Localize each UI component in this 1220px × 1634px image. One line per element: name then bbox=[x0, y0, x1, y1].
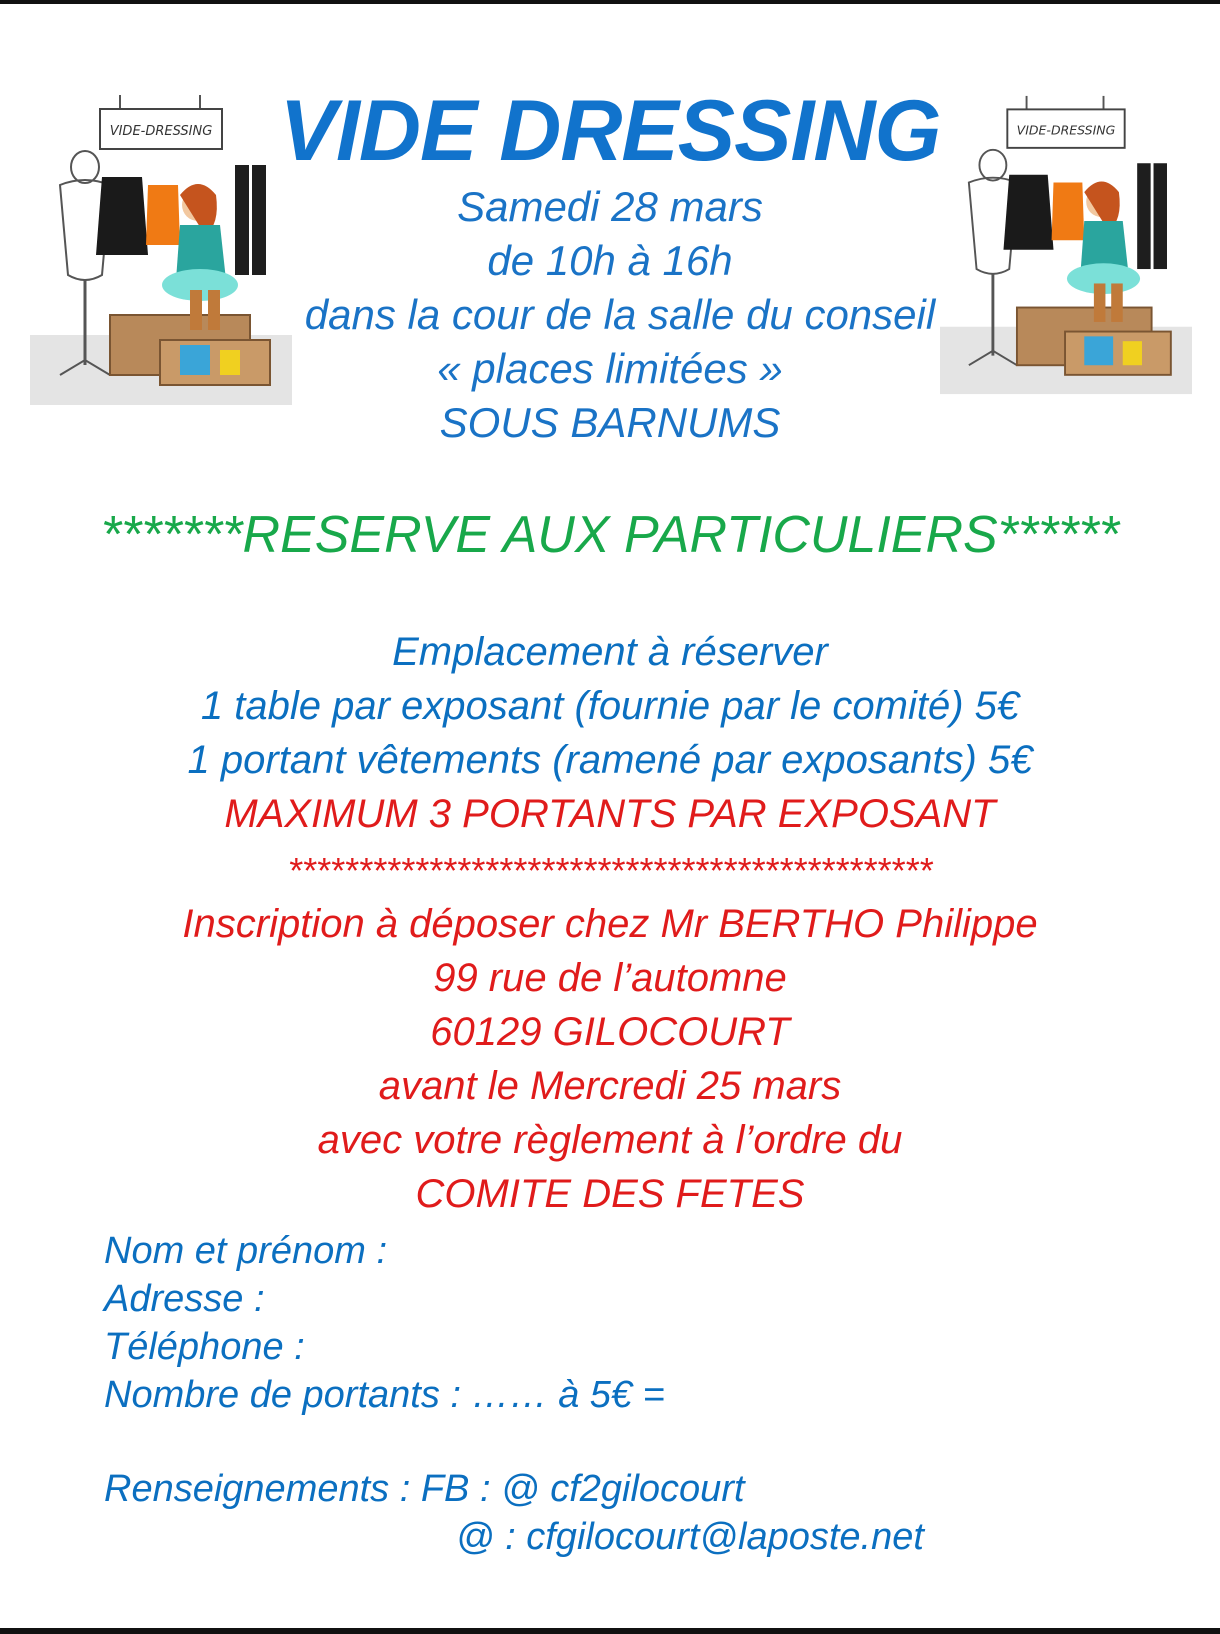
separator-stars: ********************************************** bbox=[287, 850, 933, 891]
maximum-racks: MAXIMUM 3 PORTANTS PAR EXPOSANT bbox=[224, 792, 996, 836]
contact-facebook: Renseignements : FB : @ cf2gilocourt bbox=[104, 1468, 745, 1510]
bottom-border bbox=[0, 1628, 1220, 1634]
form-name-label: Nom et prénom : bbox=[104, 1230, 387, 1272]
contact-email: @ : cfgilocourt@laposte.net bbox=[456, 1516, 924, 1558]
form-address-label: Adresse : bbox=[104, 1278, 265, 1320]
registration-street: 99 rue de l’automne bbox=[433, 956, 787, 1000]
event-location: dans la cour de la salle du conseil bbox=[304, 291, 936, 338]
page-title: VIDE DRESSING bbox=[279, 83, 941, 179]
places-limited: « places limitées » bbox=[437, 345, 783, 392]
registration-city: 60129 GILOCOURT bbox=[430, 1010, 790, 1054]
registration-deadline: avant le Mercredi 25 mars bbox=[378, 1064, 842, 1108]
booking-heading: Emplacement à réserver bbox=[392, 630, 828, 674]
table-price-line: 1 table par exposant (fournie par le comité) 5€ bbox=[200, 684, 1020, 728]
registration-payee: COMITE DES FETES bbox=[415, 1172, 805, 1216]
event-date: Samedi 28 mars bbox=[457, 183, 763, 230]
registration-line: Inscription à déposer chez Mr BERTHO Philippe bbox=[182, 902, 1038, 946]
illustration-sign-text: VIDE-DRESSING bbox=[109, 124, 213, 139]
rack-price-line: 1 portant vêtements (ramené par exposants) 5€ bbox=[187, 738, 1033, 782]
form-racks-label: Nombre de portants : …… à 5€ = bbox=[104, 1374, 665, 1416]
event-hours: de 10h à 16h bbox=[487, 237, 733, 284]
reserved-banner: *******RESERVE AUX PARTICULIERS****** bbox=[100, 506, 1120, 564]
top-border bbox=[0, 0, 1220, 4]
form-phone-label: Téléphone : bbox=[104, 1326, 305, 1368]
illustration-sign-text: VIDE-DRESSING bbox=[1016, 122, 1116, 138]
registration-payment: avec votre règlement à l’ordre du bbox=[317, 1118, 903, 1162]
sous-barnums: SOUS BARNUMS bbox=[439, 399, 781, 446]
